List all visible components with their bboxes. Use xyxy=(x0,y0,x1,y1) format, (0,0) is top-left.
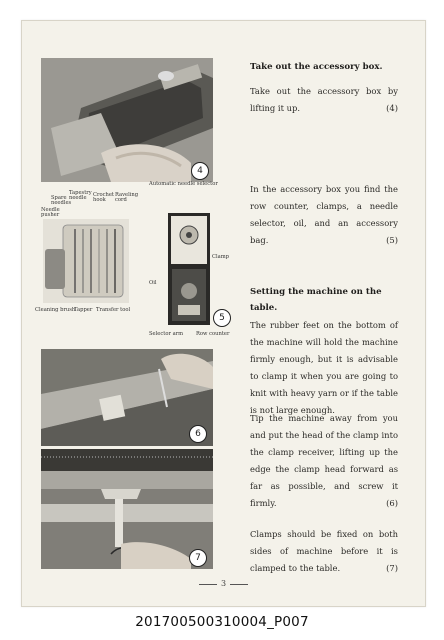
figure-number-6: 6 xyxy=(189,425,207,443)
paragraph-tip-machine-text: Tip the machine away from you and put the head of the clamp into the clamp receiver, lifting up the edge the clamp head forward as far as possible, and screw it firmly. xyxy=(250,413,398,508)
photo-accessory-box xyxy=(41,58,213,182)
label-automatic-needle-selector: Automatic needle selector xyxy=(149,181,218,187)
label-cleaning-brush: Cleaning brush xyxy=(35,307,76,313)
folio-dash-left xyxy=(199,584,217,585)
label-transfer-tool: Transfer tool xyxy=(96,307,131,313)
page-number xyxy=(22,579,425,588)
label-raveling-cord: Raveling cord xyxy=(115,192,139,204)
folio-dash-right xyxy=(230,584,248,585)
label-tapestry-needle: Tapestry needle xyxy=(69,190,92,202)
label-row-counter: Row counter xyxy=(196,331,230,337)
paragraph-clamps-both-sides xyxy=(250,526,398,577)
paragraph-accessory-contents xyxy=(250,181,398,249)
figure-ref-4: (4) xyxy=(386,103,398,113)
paragraph-take-out-accessory-box xyxy=(250,83,398,117)
paragraph-tip-machine xyxy=(250,410,398,512)
figure-ref-5: (5) xyxy=(386,235,398,245)
paragraph-clamps-both-sides-text: Clamps should be fixed on both sides of machine before it is clamped to the table. xyxy=(250,529,398,573)
photo-clamp-fixed-drawing xyxy=(41,449,213,569)
label-clamp: Clamp xyxy=(212,254,229,260)
page-number-text: 3 xyxy=(220,579,227,588)
label-tapper: Tapper xyxy=(74,307,93,313)
selector-counter-drawing xyxy=(168,213,210,325)
photo-clamp-receiver xyxy=(41,349,213,446)
accessory-tray-drawing xyxy=(43,219,129,303)
label-crochet-hook: Crochet hook xyxy=(93,192,114,204)
heading-setting-machine-on-table: Setting the machine on the table. xyxy=(250,287,382,313)
figure-ref-6: (6) xyxy=(386,498,398,508)
figure-number-7: 7 xyxy=(189,549,207,567)
label-spare-needles: Spare needles xyxy=(51,195,72,207)
label-needle-pusher: Needle pusher xyxy=(41,207,60,219)
figure-accessories xyxy=(35,181,231,337)
photo-needle-selector-and-counter xyxy=(168,213,210,325)
paragraph-accessory-contents-text: In the accessory box you find the row counter, clamps, a needle selector, oil, and an accessory bag. xyxy=(250,184,398,245)
photo-clamp-receiver-drawing xyxy=(41,349,213,446)
paragraph-take-out-text: Take out the accessory box by lifting it up. xyxy=(250,86,398,113)
label-oil: Oil xyxy=(149,280,157,286)
paragraph-rubber-feet: The rubber feet on the bottom of the machine will hold the machine firmly enough, but it is advisable to clamp it when you are going to knit with heavy yarn or if the table is not large enough. xyxy=(250,320,398,415)
photo-accessory-tray xyxy=(43,219,129,303)
label-selector-arm: Selector arm xyxy=(149,331,184,337)
image-id-caption: 201700500310004_P007 xyxy=(135,614,309,630)
figure-number-4: 4 xyxy=(191,162,209,180)
figure-number-5: 5 xyxy=(213,309,231,327)
figure-ref-7: (7) xyxy=(386,563,398,573)
manual-page xyxy=(21,20,426,607)
photo-accessory-box-drawing xyxy=(41,58,213,182)
heading-take-out-accessory-box: Take out the accessory box. xyxy=(250,62,383,72)
photo-clamp-fixed xyxy=(41,449,213,569)
